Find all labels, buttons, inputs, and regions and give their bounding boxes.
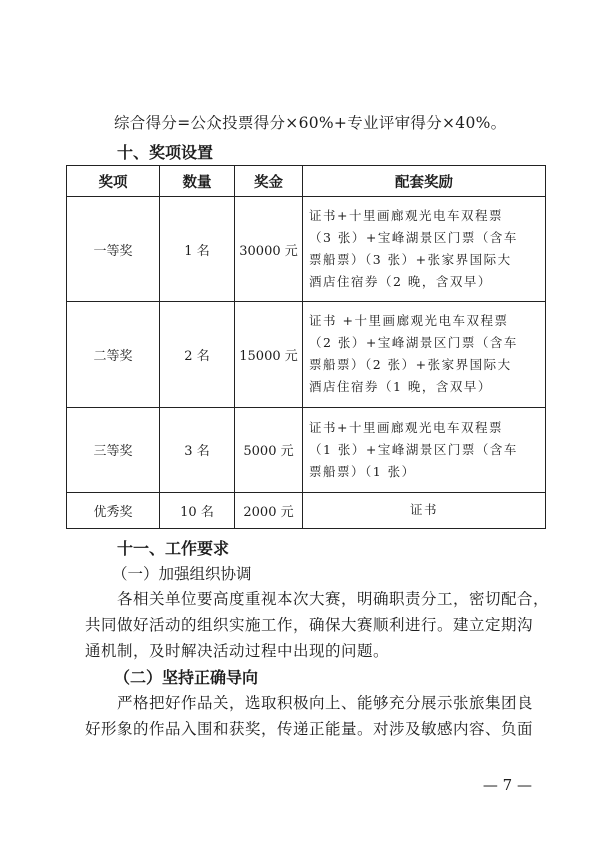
award-prize: 30000 元	[235, 197, 303, 302]
award-name: 三等奖	[67, 407, 160, 492]
paragraph-line: 通机制，及时解决活动过程中出现的问题。	[85, 642, 390, 660]
table-row	[67, 407, 546, 492]
award-prize: 2000 元	[235, 492, 303, 528]
award-count: 1 名	[160, 197, 235, 302]
award-prize: 15000 元	[235, 302, 303, 407]
reward-line: （2 张）+宝峰湖景区门票（含车	[309, 335, 518, 351]
reward-line: 票船票）（2 张）+张家界国际大	[309, 357, 512, 373]
table-header-row	[67, 166, 546, 197]
paragraph-line: 共同做好活动的组织实施工作，确保大赛顺利进行。建立定期沟	[85, 616, 534, 634]
subsection-2-title: （二）坚持正确导向	[114, 668, 259, 687]
section-10-title: 十、奖项设置	[117, 143, 214, 162]
paragraph-line: 各相关单位要高度重视本次大赛，明确职责分工，密切配合，	[117, 590, 550, 608]
award-reward	[303, 197, 546, 302]
awards-table	[66, 165, 546, 529]
reward-line: （1 张）+宝峰湖景区门票（含车	[309, 441, 518, 457]
section-11-title: 十一、工作要求	[117, 539, 230, 558]
reward-line: 证书+十里画廊观光电车双程票	[309, 419, 503, 435]
reward-line: （3 张）+宝峰湖景区门票（含车	[309, 230, 518, 246]
header-count: 数量	[160, 166, 235, 197]
reward-line: 票船票）（3 张）+张家界国际大	[309, 252, 512, 268]
header-award: 奖项	[67, 166, 160, 197]
score-formula: 综合得分=公众投票得分×60%+专业评审得分×40%。	[114, 114, 507, 132]
award-name: 二等奖	[67, 302, 160, 407]
award-count: 10 名	[160, 492, 235, 528]
subsection-1-title: （一）加强组织协调	[112, 565, 252, 583]
award-reward	[303, 302, 546, 407]
header-reward: 配套奖励	[303, 166, 546, 197]
subsection-2-body	[85, 690, 533, 742]
award-reward	[303, 407, 546, 492]
award-name: 优秀奖	[67, 492, 160, 528]
award-name: 一等奖	[67, 197, 160, 302]
page-number: — 7 —	[482, 776, 532, 794]
subsection-1-body	[85, 586, 549, 664]
header-prize: 奖金	[235, 166, 303, 197]
award-count: 2 名	[160, 302, 235, 407]
award-prize: 5000 元	[235, 407, 303, 492]
reward-line: 证书	[409, 502, 438, 518]
reward-line: 酒店住宿券（2 晚，含双早）	[309, 274, 492, 290]
table-row	[67, 492, 546, 528]
table-row	[67, 197, 546, 302]
reward-line: 证书+十里画廊观光电车双程票	[309, 208, 503, 224]
award-count: 3 名	[160, 407, 235, 492]
table-row	[67, 302, 546, 407]
reward-line: 票船票）（1 张）	[309, 463, 416, 479]
paragraph-line: 好形象的作品入围和获奖，传递正能量。对涉及敏感内容、负面	[85, 720, 534, 738]
reward-line: 证书 +十里画廊观光电车双程票	[309, 313, 509, 329]
reward-line: 酒店住宿券（1 晚，含双早）	[309, 379, 492, 395]
award-reward	[303, 492, 546, 528]
paragraph-line: 严格把好作品关，选取积极向上、能够充分展示张旅集团良	[117, 694, 534, 712]
